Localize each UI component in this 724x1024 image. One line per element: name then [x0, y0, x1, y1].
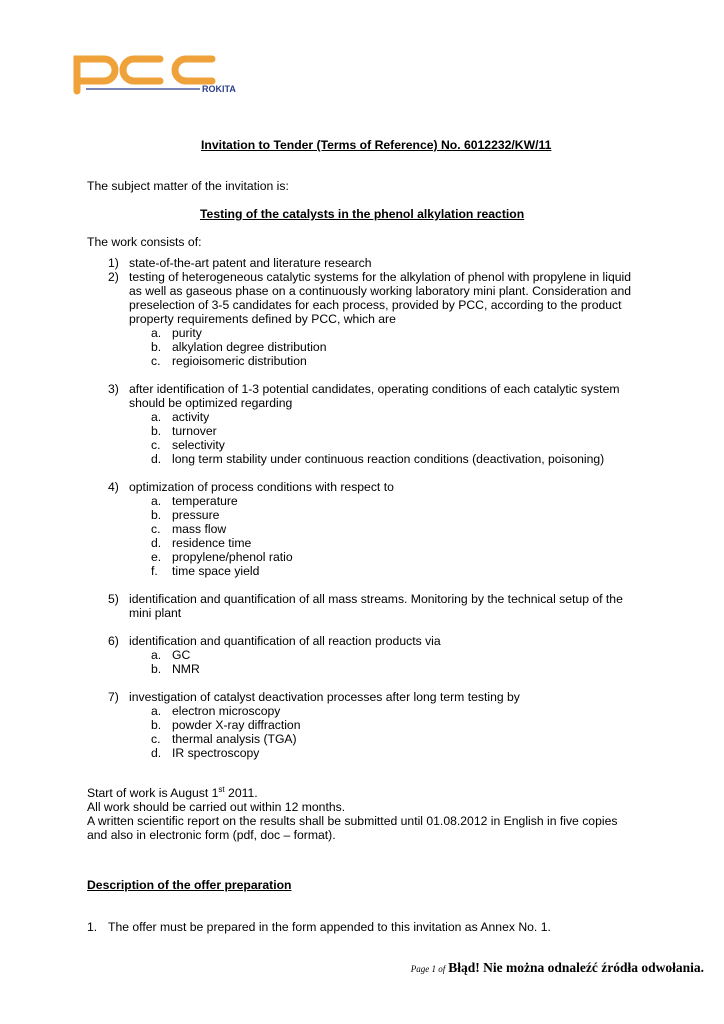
work-subitem-text: NMR [172, 662, 200, 676]
work-subitem-letter: b. [151, 662, 162, 676]
work-item-number: 2) [108, 270, 119, 284]
work-subitem-text: IR spectroscopy [172, 746, 260, 760]
work-subitem-letter: d. [151, 452, 162, 466]
offer-item-text: The offer must be prepared in the form appended to this invitation as Annex No. 1. [108, 920, 551, 934]
work-item-text: testing of heterogeneous catalytic systems for the alkylation of phenol with propylene in liquid [129, 270, 632, 284]
work-item-text: mini plant [129, 606, 182, 620]
work-subitem-letter: c. [151, 522, 161, 536]
work-subitem-text: time space yield [172, 564, 260, 578]
work-subitem-text: long term stability under continuous reaction conditions (deactivation, poisoning) [172, 452, 605, 466]
work-subitem-letter: a. [151, 648, 162, 662]
logo-sub-text: ROKITA [202, 84, 236, 94]
footer-error-text: Błąd! Nie można odnaleźć źródła odwołania. [448, 960, 704, 975]
document-heading: Invitation to Tender (Terms of Reference) No. 6012232/KW/11 [201, 138, 552, 152]
work-item-number: 6) [108, 634, 119, 648]
work-item-text: identification and quantification of all mass streams. Monitoring by the technical setup of the [129, 592, 623, 606]
work-item-text: optimization of process conditions with respect to [129, 480, 394, 494]
report-line: and also in electronic form (pdf, doc – format). [87, 828, 336, 842]
work-subitem-text: thermal analysis (TGA) [172, 732, 297, 746]
work-item-text: property requirements defined by PCC, which are [129, 312, 396, 326]
footer-page-label: Page 1 of [410, 964, 446, 974]
work-item-text: should be optimized regarding [129, 396, 293, 410]
work-subitem-text: turnover [172, 424, 217, 438]
work-item-text: after identification of 1-3 potential candidates, operating conditions of each catalytic system [129, 382, 620, 396]
work-subitem-text: GC [172, 648, 191, 662]
work-subitem-letter: d. [151, 536, 162, 550]
work-subitem-letter: e. [151, 550, 162, 564]
work-subitem-letter: a. [151, 494, 162, 508]
work-subitem-letter: c. [151, 732, 161, 746]
work-subitem-letter: a. [151, 326, 162, 340]
work-subitem-text: residence time [172, 536, 252, 550]
offer-heading: Description of the offer preparation [87, 878, 292, 892]
work-item-text: investigation of catalyst deactivation processes after long term testing by [129, 690, 520, 704]
work-subitem-text: propylene/phenol ratio [172, 550, 293, 564]
work-subitem-letter: b. [151, 340, 162, 354]
work-item-number: 4) [108, 480, 119, 494]
work-subitem-text: activity [172, 410, 210, 424]
work-item-text: identification and quantification of all reaction products via [129, 634, 441, 648]
work-subitem-text: mass flow [172, 522, 227, 536]
start-of-work: Start of work is August 1st 2011. [87, 784, 258, 800]
work-item-text: state-of-the-art patent and literature research [129, 256, 372, 270]
work-subitem-text: electron microscopy [172, 704, 281, 718]
work-item-text: preselection of 3-5 candidates for each process, provided by PCC, according to the product [129, 298, 622, 312]
work-subitem-letter: a. [151, 704, 162, 718]
work-subitem-letter: a. [151, 410, 162, 424]
work-subitem-letter: c. [151, 438, 161, 452]
work-item-number: 7) [108, 690, 119, 704]
page-footer [411, 960, 704, 976]
work-item-number: 3) [108, 382, 119, 396]
work-item-number: 1) [108, 256, 119, 270]
work-subitem-letter: b. [151, 424, 162, 438]
work-subitem-text: regioisomeric distribution [172, 354, 307, 368]
offer-item-number: 1. [87, 920, 98, 934]
work-intro: The work consists of: [87, 235, 202, 249]
work-subitem-letter: c. [151, 354, 161, 368]
work-subitem-text: selectivity [172, 438, 225, 452]
subject-intro: The subject matter of the invitation is: [87, 179, 289, 193]
work-subitem-text: pressure [172, 508, 220, 522]
work-subitem-letter: f. [151, 564, 158, 578]
work-subitem-letter: b. [151, 508, 162, 522]
work-item-text: as well as gaseous phase on a continuously working laboratory mini plant. Consideration and [129, 284, 632, 298]
work-subitem-letter: d. [151, 746, 162, 760]
work-duration: All work should be carried out within 12 months. [87, 800, 346, 814]
work-item-number: 5) [108, 592, 119, 606]
pcc-rokita-logo [72, 47, 247, 95]
subject-title: Testing of the catalysts in the phenol alkylation reaction [200, 207, 525, 221]
report-line: A written scientific report on the results shall be submitted until 01.08.2012 in English in five copies [87, 814, 618, 828]
work-subitem-text: temperature [172, 494, 238, 508]
work-subitem-text: purity [172, 326, 202, 340]
work-subitem-text: alkylation degree distribution [172, 340, 327, 354]
work-subitem-letter: b. [151, 718, 162, 732]
work-subitem-text: powder X-ray diffraction [172, 718, 301, 732]
